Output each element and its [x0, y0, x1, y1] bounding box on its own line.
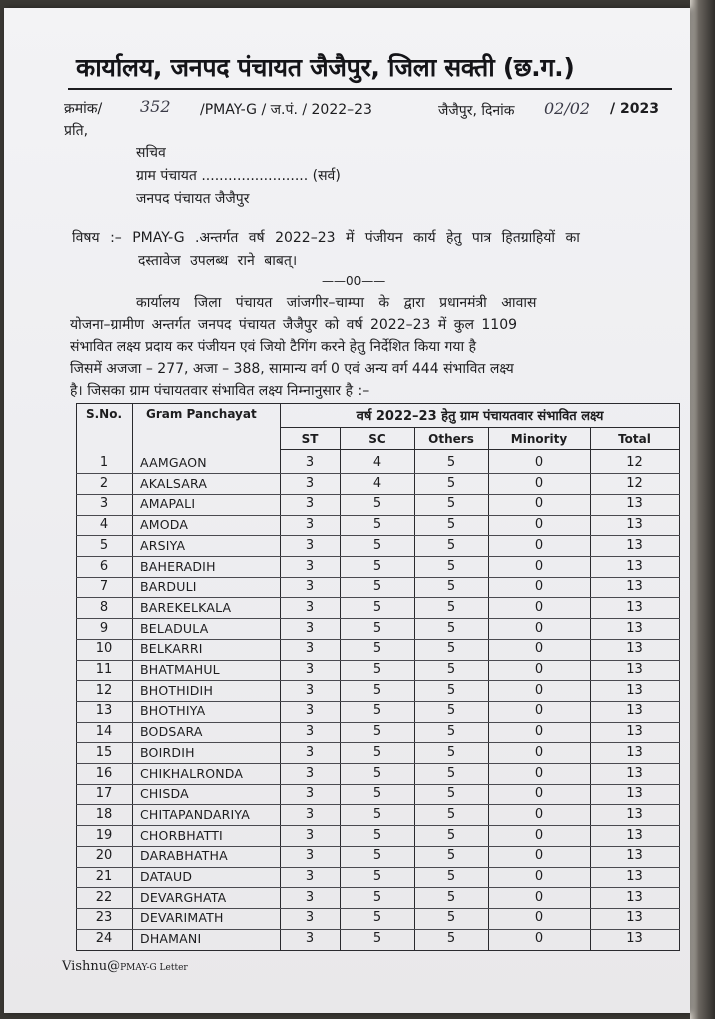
cell-minority: 0 — [534, 786, 544, 802]
cell-total: 13 — [626, 827, 643, 843]
cell-sc: 5 — [372, 682, 382, 698]
cell-total: 13 — [626, 786, 643, 802]
cell-total: 13 — [626, 662, 643, 677]
header-total: Total — [618, 432, 651, 446]
cell-minority: 0 — [534, 910, 544, 926]
cell-gram-panchayat: BHOTHIDIH — [140, 682, 214, 698]
body-line4: जिसमें अजजा – 277, अजा – 388, सामान्य वर्ग 0 एवं अन्य वर्ग 444 संभावित लक्ष्य — [70, 361, 514, 377]
cell-sno: 6 — [99, 558, 109, 574]
cell-gram-panchayat: DHAMANI — [140, 931, 202, 947]
cell-gram-panchayat: BODSARA — [140, 724, 203, 740]
cell-others: 5 — [446, 869, 456, 884]
cell-total: 13 — [626, 558, 643, 574]
cell-minority: 0 — [534, 641, 544, 657]
cell-gram-panchayat: BELADULA — [140, 620, 209, 636]
cell-sc: 5 — [372, 765, 382, 781]
cell-minority: 0 — [534, 620, 544, 636]
cell-sc: 5 — [372, 786, 382, 802]
cell-others: 5 — [446, 537, 456, 553]
cell-sno: 16 — [95, 765, 113, 781]
section-divider: ——00—— — [322, 274, 386, 288]
cell-others: 5 — [446, 496, 456, 512]
cell-sno: 1 — [99, 455, 109, 470]
cell-others: 5 — [446, 724, 456, 740]
cell-gram-panchayat: AMODA — [140, 517, 189, 533]
header-minority: Minority — [510, 432, 568, 446]
cell-gram-panchayat: AAMGAON — [140, 455, 207, 470]
cell-st: 3 — [305, 744, 315, 760]
cell-sc: 5 — [372, 889, 382, 905]
cell-sno: 7 — [99, 579, 109, 595]
cell-st: 3 — [305, 475, 315, 491]
body-line1: कार्यालय जिला पंचायत जांजगीर–चाम्पा के द्वारा प्रधानमंत्री आवास — [136, 295, 537, 311]
header-group: वर्ष 2022–23 हेतु ग्राम पंचायतवार संभावित लक्ष्य — [356, 409, 604, 424]
prati-label: प्रति, — [64, 123, 89, 139]
cell-minority: 0 — [534, 558, 544, 574]
cell-gram-panchayat: CHISDA — [140, 786, 189, 802]
cell-sc: 5 — [372, 869, 382, 884]
cell-sc: 5 — [372, 806, 382, 822]
cell-gram-panchayat: AKALSARA — [140, 475, 208, 491]
cell-st: 3 — [305, 496, 315, 512]
cell-total: 13 — [626, 579, 643, 595]
cell-others: 5 — [446, 744, 456, 760]
cell-total: 12 — [626, 475, 643, 491]
cell-others: 5 — [446, 786, 456, 802]
cell-sc: 5 — [372, 641, 382, 657]
cell-st: 3 — [305, 827, 315, 843]
cell-sc: 5 — [372, 848, 382, 864]
cell-total: 13 — [626, 806, 643, 822]
cell-st: 3 — [305, 662, 315, 677]
cell-others: 5 — [446, 579, 456, 595]
ref-label: क्रमांक/ — [64, 101, 103, 117]
header-others: Others — [428, 432, 474, 446]
cell-st: 3 — [305, 558, 315, 574]
cell-st: 3 — [305, 703, 315, 719]
cell-minority: 0 — [534, 848, 544, 864]
cell-total: 13 — [626, 848, 643, 864]
cell-total: 13 — [626, 744, 643, 760]
cell-gram-panchayat: BAHERADIH — [140, 558, 216, 574]
cell-sc: 5 — [372, 558, 382, 574]
cell-gram-panchayat: BOIRDIH — [140, 744, 195, 760]
cell-sc: 5 — [372, 744, 382, 760]
footer-note: Vishnu@PMAY-G Letter — [62, 959, 188, 974]
cell-sc: 5 — [372, 703, 382, 719]
body-line3: संभावित लक्ष्य प्रदाय कर पंजीयन एवं जियो टैगिंग करने हेतु निर्देशित किया गया है — [70, 339, 477, 355]
cell-total: 13 — [626, 620, 643, 636]
cell-total: 13 — [626, 641, 643, 657]
cell-st: 3 — [305, 537, 315, 553]
header-st: ST — [301, 432, 319, 446]
cell-sno: 12 — [95, 682, 113, 698]
cell-minority: 0 — [534, 806, 544, 822]
cell-sno: 13 — [95, 703, 113, 719]
recipient-line2: ग्राम पंचायत ........................ (सर्व) — [136, 168, 341, 184]
cell-sno: 15 — [95, 744, 113, 760]
cell-gram-panchayat: BHOTHIYA — [140, 703, 206, 719]
cell-others: 5 — [446, 703, 456, 719]
cell-total: 13 — [626, 869, 643, 884]
cell-sno: 10 — [95, 641, 113, 657]
cell-minority: 0 — [534, 765, 544, 781]
cell-minority: 0 — [534, 475, 544, 491]
cell-gram-panchayat: DATAUD — [140, 869, 193, 884]
cell-sno: 20 — [95, 848, 113, 864]
cell-total: 13 — [626, 703, 643, 719]
cell-others: 5 — [446, 765, 456, 781]
ref-number: 352 — [140, 97, 171, 116]
recipient-line3: जनपद पंचायत जैजैपुर — [136, 191, 250, 207]
cell-st: 3 — [305, 869, 315, 884]
cell-sno: 24 — [95, 931, 113, 947]
cell-minority: 0 — [534, 517, 544, 533]
header-gram-panchayat: Gram Panchayat — [146, 407, 257, 421]
cell-others: 5 — [446, 806, 456, 822]
cell-st: 3 — [305, 517, 315, 533]
cell-sno: 11 — [95, 662, 113, 677]
cell-sno: 22 — [95, 889, 113, 905]
cell-total: 13 — [626, 599, 643, 615]
cell-others: 5 — [446, 475, 456, 491]
cell-sno: 8 — [99, 599, 109, 615]
cell-st: 3 — [305, 806, 315, 822]
target-table — [76, 403, 680, 951]
cell-others: 5 — [446, 599, 456, 615]
cell-total: 13 — [626, 724, 643, 740]
cell-gram-panchayat: DEVARGHATA — [140, 889, 227, 905]
cell-others: 5 — [446, 558, 456, 574]
cell-minority: 0 — [534, 579, 544, 595]
cell-total: 13 — [626, 910, 643, 926]
cell-sc: 5 — [372, 620, 382, 636]
cell-st: 3 — [305, 579, 315, 595]
cell-minority: 0 — [534, 682, 544, 698]
cell-sc: 5 — [372, 910, 382, 926]
cell-sno: 17 — [95, 786, 113, 802]
cell-minority: 0 — [534, 869, 544, 884]
cell-minority: 0 — [534, 931, 544, 947]
cell-gram-panchayat: AMAPALI — [140, 496, 196, 512]
cell-others: 5 — [446, 455, 456, 470]
cell-sc: 5 — [372, 537, 382, 553]
cell-minority: 0 — [534, 703, 544, 719]
cell-minority: 0 — [534, 744, 544, 760]
cell-minority: 0 — [534, 662, 544, 677]
cell-minority: 0 — [534, 496, 544, 512]
cell-total: 13 — [626, 517, 643, 533]
cell-total: 13 — [626, 889, 643, 905]
cell-minority: 0 — [534, 889, 544, 905]
cell-gram-panchayat: DARABHATHA — [140, 848, 228, 864]
cell-others: 5 — [446, 517, 456, 533]
cell-st: 3 — [305, 889, 315, 905]
cell-total: 13 — [626, 931, 643, 947]
cell-others: 5 — [446, 682, 456, 698]
header-sno: S.No. — [85, 407, 123, 421]
cell-gram-panchayat: BELKARRI — [140, 641, 203, 657]
cell-sno: 9 — [99, 620, 109, 636]
cell-sno: 2 — [99, 475, 109, 491]
cell-sno: 18 — [95, 806, 113, 822]
letterhead-title: कार्यालय, जनपद पंचायत जैजैपुर, जिला सक्ती (छ.ग.) — [76, 53, 575, 82]
cell-st: 3 — [305, 724, 315, 740]
subject-line2: दस्तावेज उपलब्ध राने बाबत्। — [138, 253, 298, 269]
cell-sno: 19 — [95, 827, 113, 843]
cell-sno: 3 — [99, 496, 109, 512]
cell-st: 3 — [305, 599, 315, 615]
cell-sc: 4 — [372, 475, 382, 491]
cell-sno: 4 — [99, 517, 109, 533]
cell-gram-panchayat: CHIKHALRONDA — [140, 765, 244, 781]
cell-st: 3 — [305, 682, 315, 698]
cell-total: 12 — [626, 455, 643, 470]
cell-gram-panchayat: DEVARIMATH — [140, 910, 224, 926]
cell-gram-panchayat: BARDULI — [140, 579, 197, 595]
date-handwritten: 02/02 — [544, 99, 591, 118]
cell-minority: 0 — [534, 827, 544, 843]
cell-others: 5 — [446, 827, 456, 843]
place-date-label: जैजैपुर, दिनांक — [438, 103, 515, 119]
recipient-line1: सचिव — [136, 145, 166, 161]
cell-gram-panchayat: CHITAPANDARIYA — [140, 806, 251, 822]
cell-others: 5 — [446, 889, 456, 905]
cell-total: 13 — [626, 682, 643, 698]
cell-st: 3 — [305, 455, 315, 470]
cell-sc: 5 — [372, 579, 382, 595]
cell-others: 5 — [446, 848, 456, 864]
cell-gram-panchayat: CHORBHATTI — [140, 827, 223, 843]
cell-sc: 5 — [372, 517, 382, 533]
cell-sc: 5 — [372, 496, 382, 512]
cell-st: 3 — [305, 620, 315, 636]
body-line2: योजना–ग्रामीण अन्तर्गत जनपद पंचायत जैजैपुर को वर्ष 2022–23 में कुल 1109 — [70, 317, 518, 333]
header-sc: SC — [368, 432, 386, 446]
ref-year: / 2023 — [610, 101, 659, 117]
cell-total: 13 — [626, 496, 643, 512]
cell-others: 5 — [446, 662, 456, 677]
cell-minority: 0 — [534, 537, 544, 553]
cell-st: 3 — [305, 641, 315, 657]
cell-st: 3 — [305, 765, 315, 781]
cell-st: 3 — [305, 786, 315, 802]
body-line5: है। जिसका ग्राम पंचायतवार संभावित लक्ष्य निम्नानुसार है :– — [70, 383, 370, 399]
background-edge — [690, 0, 715, 1019]
cell-st: 3 — [305, 910, 315, 926]
cell-others: 5 — [446, 931, 456, 947]
cell-st: 3 — [305, 848, 315, 864]
cell-sc: 5 — [372, 724, 382, 740]
cell-minority: 0 — [534, 599, 544, 615]
cell-gram-panchayat: BHATMAHUL — [140, 662, 220, 677]
cell-sno: 21 — [95, 869, 113, 884]
cell-minority: 0 — [534, 724, 544, 740]
cell-sc: 5 — [372, 827, 382, 843]
cell-sc: 5 — [372, 931, 382, 947]
cell-sc: 5 — [372, 599, 382, 615]
cell-gram-panchayat: BAREKELKALA — [140, 599, 232, 615]
letterhead-underline — [68, 88, 672, 90]
cell-gram-panchayat: ARSIYA — [140, 537, 186, 553]
ref-code: /PMAY-G / ज.पं. / 2022–23 — [200, 102, 372, 118]
cell-sc: 4 — [372, 455, 382, 470]
cell-sno: 14 — [95, 724, 113, 740]
cell-total: 13 — [626, 765, 643, 781]
cell-others: 5 — [446, 620, 456, 636]
cell-sc: 5 — [372, 662, 382, 677]
cell-others: 5 — [446, 910, 456, 926]
cell-total: 13 — [626, 537, 643, 553]
cell-sno: 5 — [99, 537, 109, 553]
cell-minority: 0 — [534, 455, 544, 470]
cell-sno: 23 — [95, 910, 113, 926]
cell-st: 3 — [305, 931, 315, 947]
subject-line1: विषय :– PMAY-G .अन्तर्गत वर्ष 2022–23 में पंजीयन कार्य हेतु पात्र हितग्राहियों का — [72, 230, 580, 246]
cell-others: 5 — [446, 641, 456, 657]
